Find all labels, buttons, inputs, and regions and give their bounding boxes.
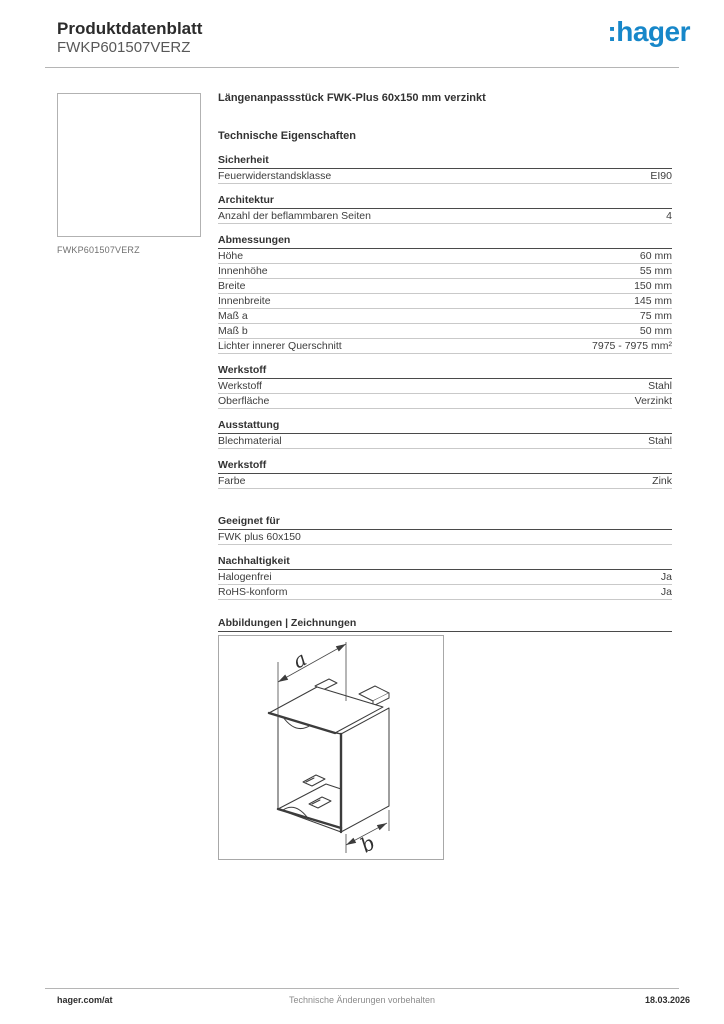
spec-label: Maß b [218, 325, 248, 337]
spec-rows [218, 209, 672, 224]
spec-value: Ja [660, 571, 672, 583]
spec-value: 50 mm [639, 325, 672, 337]
spec-value: Stahl [648, 380, 672, 392]
spec-group [218, 460, 672, 489]
dimension-b-label: b [356, 830, 380, 858]
spec-row [218, 585, 672, 600]
spec-value: Stahl [648, 435, 672, 447]
spec-value: 150 mm [634, 280, 672, 292]
spec-rows [218, 474, 672, 489]
footer-website-link[interactable]: hager.com/at [57, 995, 113, 1005]
spec-group [218, 195, 672, 224]
spec-value: 75 mm [639, 310, 672, 322]
footer-date: 18.03.2026 [644, 995, 690, 1005]
spec-row [218, 324, 672, 339]
spec-rows [218, 169, 672, 184]
spec-row [218, 434, 672, 449]
spec-group [218, 516, 672, 545]
isometric-drawing [219, 636, 443, 859]
spec-label: Höhe [218, 250, 244, 262]
spec-row [218, 379, 672, 394]
document-header [57, 19, 202, 58]
spec-group [218, 235, 672, 354]
spec-rows [218, 570, 672, 600]
spec-label: Blechmaterial [218, 435, 282, 447]
dimension-a-label: a [288, 646, 311, 674]
spec-group [218, 420, 672, 449]
spec-value: 60 mm [639, 250, 672, 262]
spec-row [218, 570, 672, 585]
spec-value: Zink [652, 475, 672, 487]
spec-row [218, 339, 672, 354]
spec-value: Ja [660, 586, 672, 598]
footer [0, 995, 724, 1007]
spec-label: Oberfläche [218, 395, 270, 407]
spec-group-title: Sicherheit [218, 155, 672, 169]
spec-value: 55 mm [639, 265, 672, 277]
spec-rows [218, 530, 672, 545]
footer-divider [45, 988, 679, 989]
spec-value: 4 [666, 210, 672, 222]
spec-row [218, 474, 672, 489]
spec-row [218, 530, 672, 545]
spec-row [218, 169, 672, 184]
spec-rows [218, 379, 672, 409]
hager-logo: :hager [607, 16, 690, 47]
drawings-section [218, 618, 672, 860]
spec-row [218, 279, 672, 294]
spec-column [218, 92, 672, 860]
drawings-title: Abbildungen | Zeichnungen [218, 618, 672, 632]
spec-row [218, 309, 672, 324]
spec-label: Innenhöhe [218, 265, 268, 277]
spec-group-title: Geeignet für [218, 516, 672, 530]
product-title: Längenanpassstück FWK-Plus 60x150 mm verzinkt [218, 92, 486, 104]
spec-group-title: Werkstoff [218, 365, 672, 379]
spec-row [218, 209, 672, 224]
spec-label: Breite [218, 280, 246, 292]
spec-group-title: Werkstoff [218, 460, 672, 474]
spec-label: Anzahl der beflammbaren Seiten [218, 210, 371, 222]
product-image-placeholder [57, 93, 201, 237]
header-divider [45, 67, 679, 68]
spec-group [218, 155, 672, 184]
spec-row [218, 294, 672, 309]
spec-label: Feuerwiderstandsklasse [218, 170, 332, 182]
technical-drawing [218, 635, 444, 860]
product-image-column [57, 93, 203, 255]
spec-value: 7975 - 7975 mm² [592, 340, 672, 352]
spec-group [218, 556, 672, 600]
spec-label: Maß a [218, 310, 248, 322]
page-title: Produktdatenblatt [57, 19, 203, 38]
spec-label: RoHS-konform [218, 586, 288, 598]
spec-value: Verzinkt [634, 395, 672, 407]
spec-label: Farbe [218, 475, 246, 487]
spec-group-title: Architektur [218, 195, 672, 209]
spec-group-title: Nachhaltigkeit [218, 556, 672, 570]
spec-groups [218, 155, 672, 600]
spec-rows [218, 434, 672, 449]
spec-label: Innenbreite [218, 295, 271, 307]
spec-value: EI90 [650, 170, 672, 182]
spec-label: FWK plus 60x150 [218, 531, 301, 543]
spec-group [218, 365, 672, 409]
spec-label: Lichter innerer Querschnitt [218, 340, 342, 352]
spec-rows [218, 249, 672, 354]
footer-note: Technische Änderungen vorbehalten [288, 995, 436, 1005]
spec-value: 145 mm [634, 295, 672, 307]
product-image-caption: FWKP601507VERZ [57, 245, 140, 255]
spec-row [218, 394, 672, 409]
spec-row [218, 264, 672, 279]
section-title: Technische Eigenschaften [218, 130, 356, 142]
spec-row [218, 249, 672, 264]
spec-label: Halogenfrei [218, 571, 272, 583]
product-code: FWKP601507VERZ [57, 39, 191, 57]
spec-label: Werkstoff [218, 380, 262, 392]
spec-group-title: Ausstattung [218, 420, 672, 434]
spec-group-title: Abmessungen [218, 235, 672, 249]
